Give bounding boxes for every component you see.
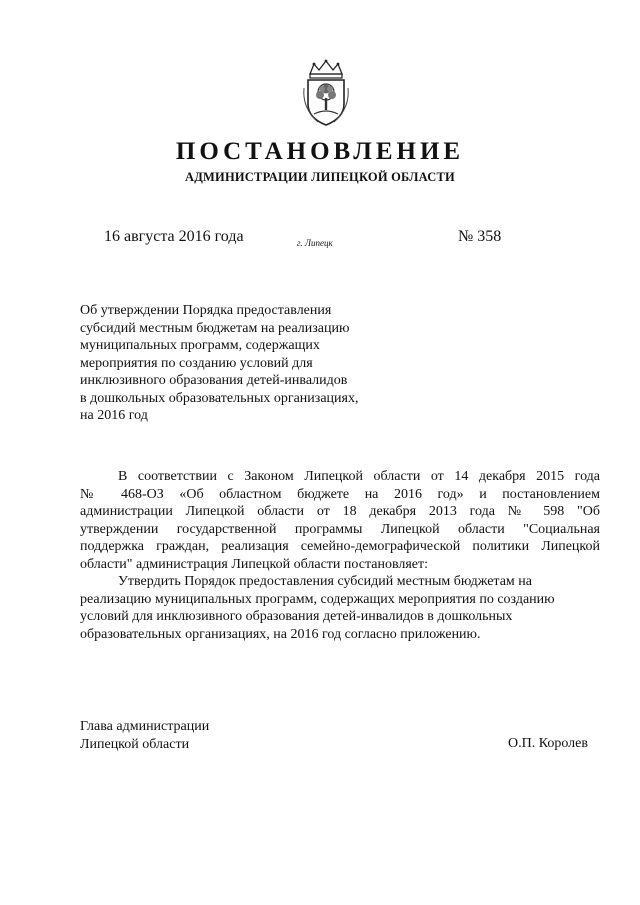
body-line: реализацию муниципальных программ, содержащих мероприятия по созданию bbox=[80, 591, 555, 607]
body-line: поддержка граждан, реализация семейно-демографической политики Липецкой bbox=[80, 539, 600, 554]
signatory-position-line: Глава администрации bbox=[80, 719, 210, 734]
subject-line: мероприятия по созданию условий для bbox=[80, 355, 313, 371]
coat-of-arms-icon bbox=[300, 58, 352, 128]
issuer-title: АДМИНИСТРАЦИИ ЛИПЕЦКОЙ ОБЛАСТИ bbox=[185, 170, 455, 184]
signatory-position-line: Липецкой области bbox=[80, 736, 190, 752]
subject-line: Об утверждении Порядка предоставления bbox=[80, 303, 332, 318]
subject-line: в дошкольных образовательных организациях, bbox=[80, 390, 359, 406]
document-body bbox=[80, 468, 600, 643]
body-line: В соответствии с Законом Липецкой области от 14 декабря 2015 года bbox=[118, 469, 600, 484]
body-line: № 468-ОЗ «Об областном бюджете на 2016 год» и постановлением bbox=[80, 486, 600, 502]
subject-line: инклюзивного образования детей-инвалидов bbox=[80, 373, 348, 388]
subject-line: субсидий местным бюджетам на реализацию bbox=[80, 320, 350, 336]
body-line: Утвердить Порядок предоставления субсидий местным бюджетам на bbox=[118, 574, 532, 589]
body-line: области" администрация Липецкой области постановляет: bbox=[80, 556, 429, 572]
document-subject bbox=[80, 302, 410, 425]
document-type-title: ПОСТАНОВЛЕНИЕ bbox=[175, 138, 465, 165]
document-date: 16 августа 2016 года bbox=[104, 228, 244, 245]
document-number: № 358 bbox=[458, 228, 502, 245]
body-line: администрации Липецкой области от 18 декабря 2013 года № 598 "Об bbox=[80, 504, 600, 519]
signatory-name: О.П. Королев bbox=[508, 736, 588, 751]
body-line: условий для инклюзивного образования детей-инвалидов в дошкольных bbox=[80, 609, 513, 624]
body-line: образовательных организациях, на 2016 год согласно приложению. bbox=[80, 626, 481, 642]
subject-line: на 2016 год bbox=[80, 408, 148, 423]
subject-line: муниципальных программ, содержащих bbox=[80, 338, 320, 353]
signatory-position bbox=[80, 718, 209, 753]
document-city: г. Липецк bbox=[297, 238, 333, 248]
body-line: утверждении государственной программы Липецкой области "Социальная bbox=[80, 521, 600, 537]
